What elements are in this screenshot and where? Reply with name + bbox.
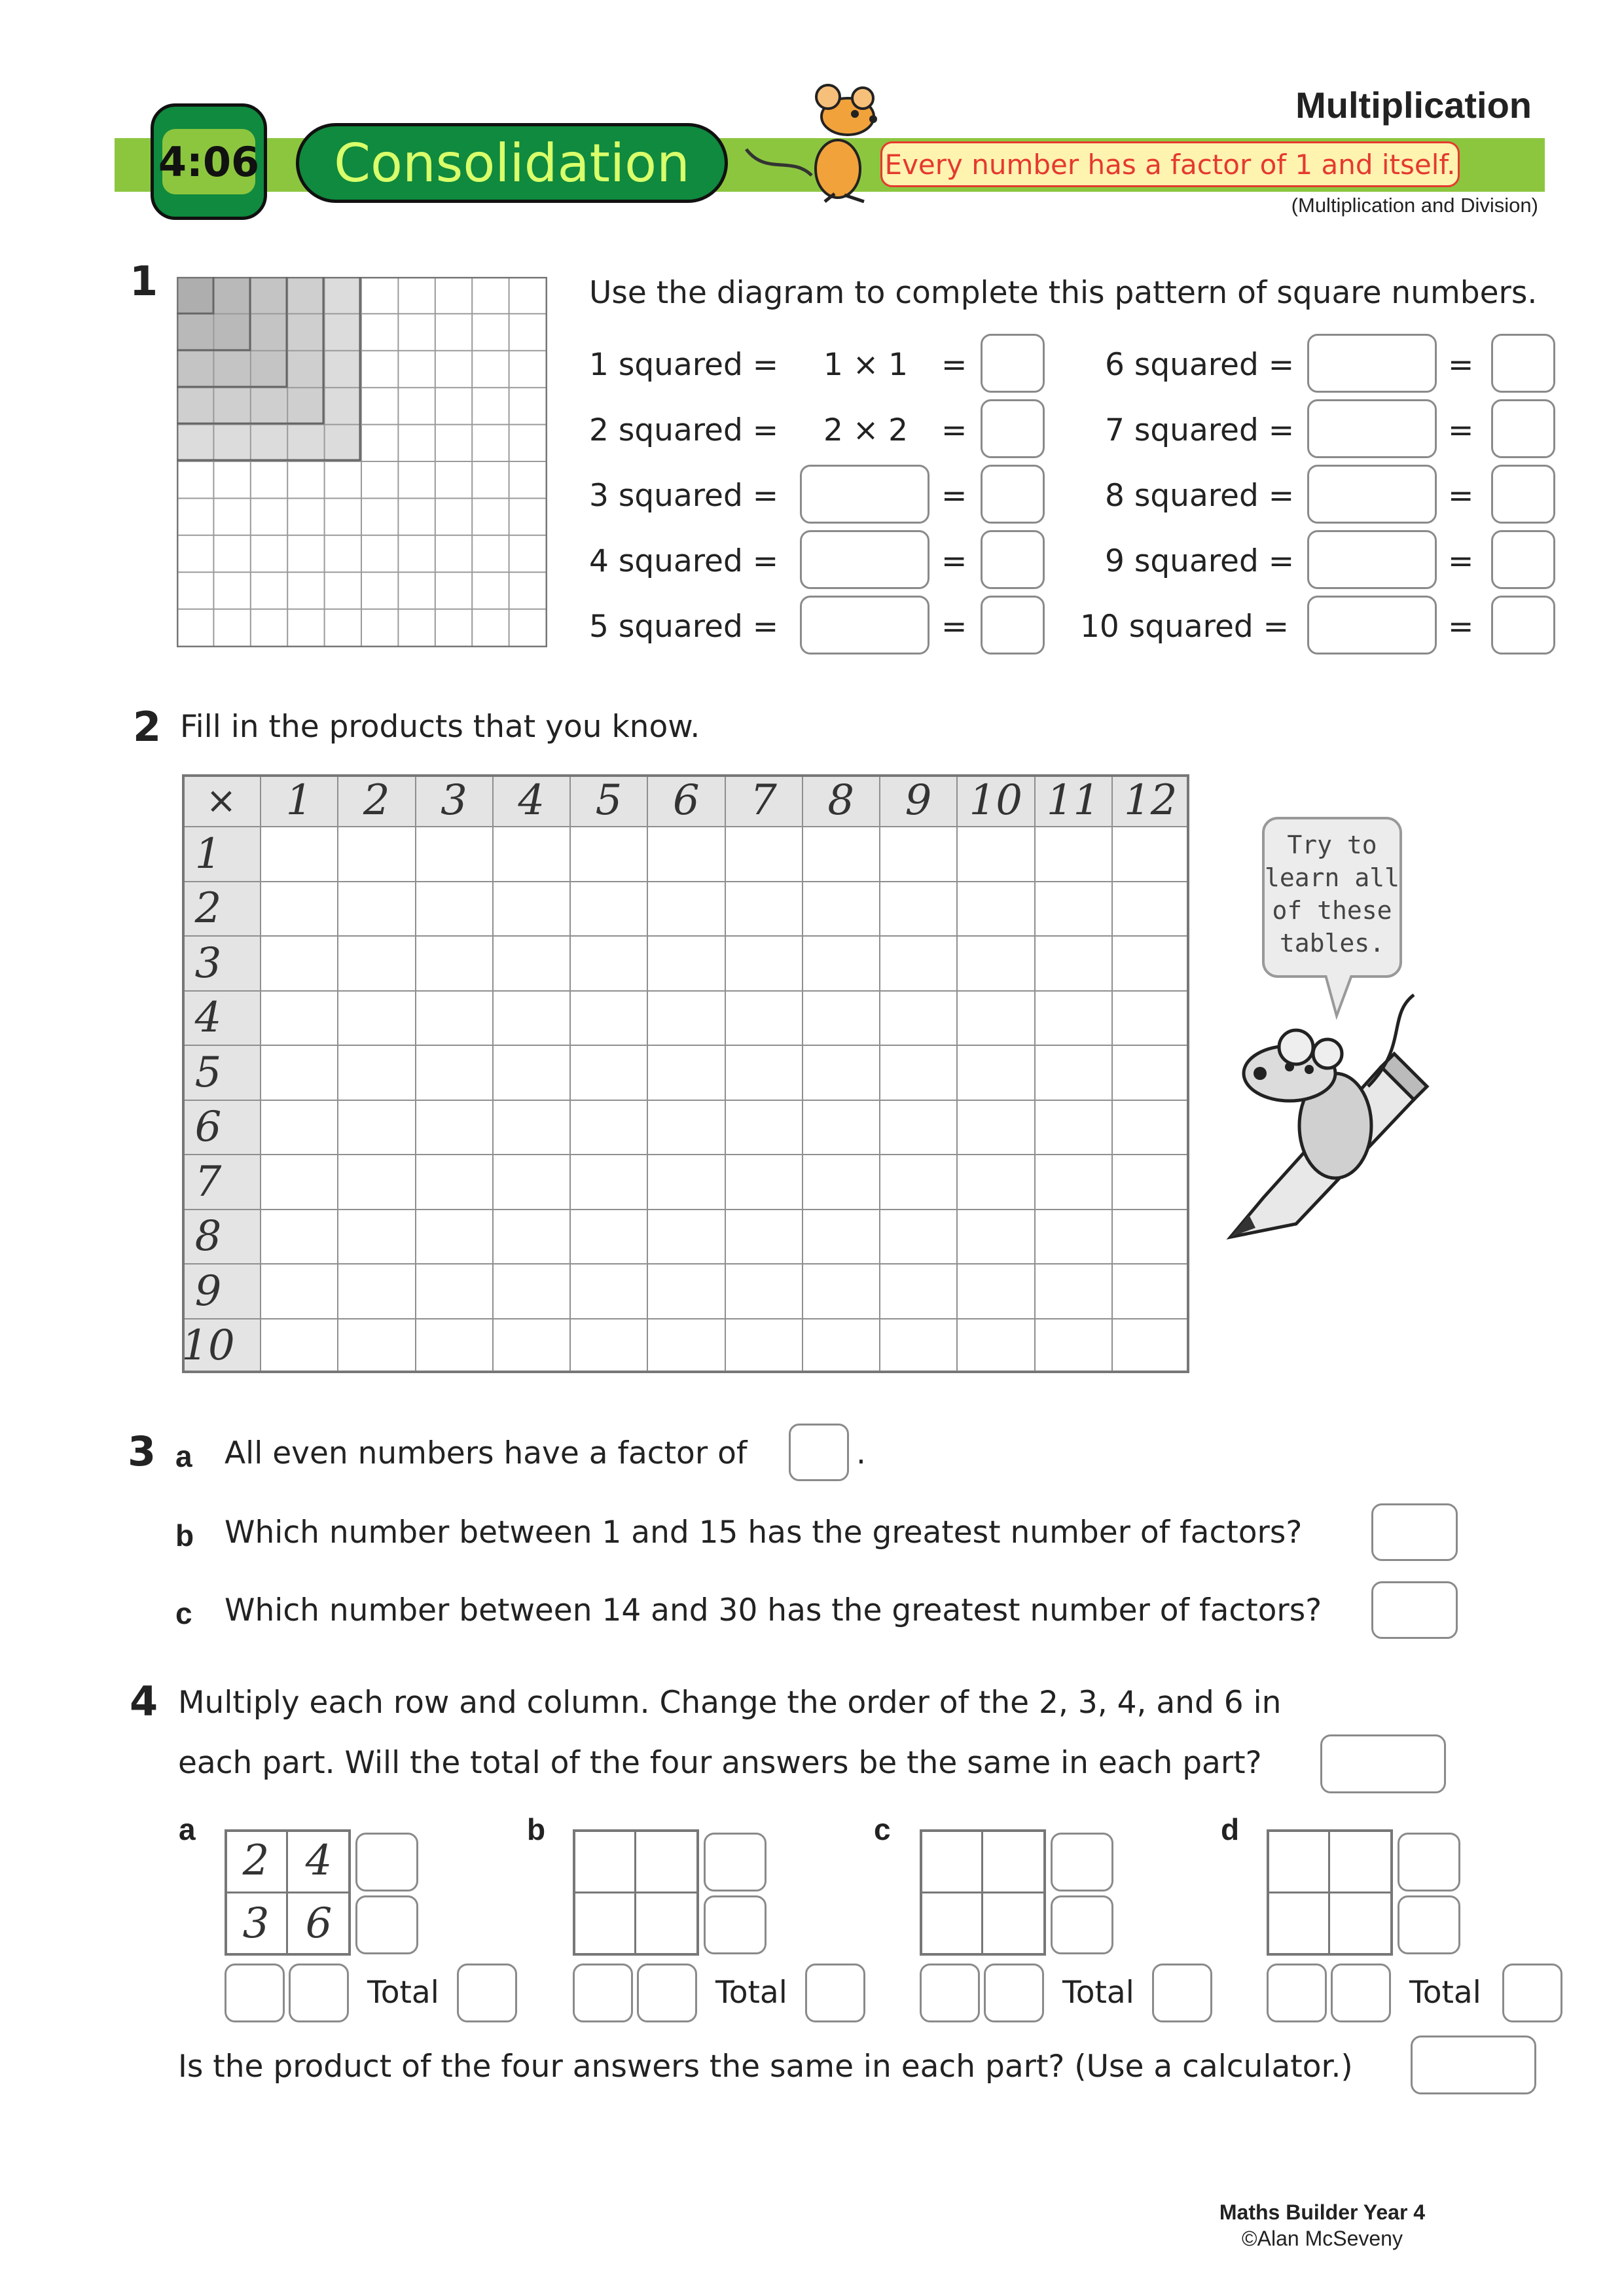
q1-number: 1: [130, 257, 158, 305]
q4-column-answer-box[interactable]: [984, 1964, 1044, 2022]
column-header: 12: [1124, 776, 1178, 825]
q4-total-label: Total: [367, 1975, 439, 2011]
q1-expression-box[interactable]: [1307, 530, 1437, 589]
row-header: 2: [194, 884, 222, 933]
row-header: 10: [181, 1321, 235, 1370]
q4-total-box[interactable]: [805, 1964, 865, 2022]
q4-cell-number[interactable]: [920, 1829, 983, 1892]
column-header: 10: [969, 776, 1022, 825]
q1-right-equals: =: [1448, 347, 1474, 383]
tip-text: Every number has a factor of 1 and itself.: [884, 148, 1456, 181]
q1-answer-box[interactable]: [981, 530, 1045, 589]
q1-left-equals: =: [941, 543, 967, 579]
q1-left-label: 1 squared =: [589, 347, 779, 383]
q1-expression-box[interactable]: [1307, 399, 1437, 458]
q1-right-label: 7 squared =: [1105, 412, 1295, 448]
q4-column-answer-box[interactable]: [225, 1964, 285, 2022]
q4-cell-number: 3: [242, 1899, 270, 1948]
q4-cell-number[interactable]: [1267, 1892, 1329, 1955]
square-numbers-diagram: [177, 277, 547, 647]
times-table-border: [182, 774, 1189, 1373]
row-header: 1: [194, 829, 222, 878]
row-header: 7: [194, 1157, 222, 1206]
q1-answer-box[interactable]: [981, 596, 1045, 655]
q4-row-answer-box[interactable]: [1398, 1833, 1460, 1892]
q1-left-label: 2 squared =: [589, 412, 779, 448]
q1-answer-box[interactable]: [1491, 530, 1555, 589]
q4-cell-number[interactable]: [1267, 1829, 1329, 1892]
row-header: 3: [194, 939, 222, 988]
q4-number: 4: [130, 1677, 158, 1725]
lesson-number: 4:06: [158, 137, 260, 186]
q2-number: 2: [133, 703, 162, 751]
q1-answer-box[interactable]: [1491, 399, 1555, 458]
q1-answer-box[interactable]: [1491, 596, 1555, 655]
q4-cell-number[interactable]: [636, 1829, 698, 1892]
q4-total-box[interactable]: [457, 1964, 517, 2022]
q3b-answer-box[interactable]: [1371, 1503, 1458, 1561]
q4-cell-number[interactable]: [1329, 1829, 1392, 1892]
row-header: 9: [194, 1266, 222, 1316]
q1-right-equals: =: [1448, 543, 1474, 579]
q4-row-answer-box[interactable]: [704, 1895, 767, 1954]
q1-instruction: Use the diagram to complete this pattern of square numbers.: [589, 275, 1538, 311]
q3c-letter: c: [175, 1596, 192, 1630]
column-header: 8: [827, 776, 855, 825]
q4-cell-number: 2: [242, 1837, 270, 1885]
q4-cell-number: 6: [305, 1899, 333, 1948]
q4-cell-number[interactable]: [573, 1829, 636, 1892]
q1-right-label: 9 squared =: [1105, 543, 1295, 579]
footer-book-title: Maths Builder Year 4: [1219, 2200, 1426, 2224]
mouse-on-pencil-icon: [1218, 988, 1453, 1244]
bubble-text-line: of these: [1272, 896, 1392, 925]
column-header: 2: [363, 776, 390, 825]
q1-expression-box[interactable]: [800, 465, 929, 524]
tip-speech-bubble: [1262, 817, 1402, 978]
q4-part-letter: a: [179, 1812, 196, 1846]
q4-total-box[interactable]: [1502, 1964, 1562, 2022]
q1-answer-box[interactable]: [981, 334, 1045, 393]
q4-cell-number[interactable]: [983, 1829, 1045, 1892]
q1-expression-box[interactable]: [1307, 596, 1437, 655]
q4-row-answer-box[interactable]: [1051, 1833, 1113, 1892]
q4-column-answer-box[interactable]: [573, 1964, 633, 2022]
q1-right-equals: =: [1448, 609, 1474, 645]
q4-cell-number[interactable]: [1329, 1892, 1392, 1955]
mouse-mascot-icon: [740, 77, 897, 208]
q4-part-letter: c: [874, 1812, 891, 1846]
bubble-text-line: tables.: [1279, 929, 1385, 958]
bubble-text-line: Try to: [1287, 831, 1377, 859]
q1-left-expression: 2 × 2: [823, 412, 909, 448]
q1-right-label: 10 squared =: [1080, 609, 1290, 645]
q3-number: 3: [128, 1427, 156, 1475]
q1-left-label: 4 squared =: [589, 543, 779, 579]
q1-right-label: 8 squared =: [1105, 478, 1295, 514]
q4-line2: each part. Will the total of the four answers be the same in each part?: [178, 1745, 1262, 1781]
q1-answer-box[interactable]: [1491, 334, 1555, 393]
q1-left-equals: =: [941, 347, 967, 383]
q4-total-label: Total: [1062, 1975, 1134, 2011]
lesson-title: Consolidation: [334, 132, 690, 194]
q4-total-box[interactable]: [1152, 1964, 1212, 2022]
q1-answer-box[interactable]: [981, 465, 1045, 524]
q4-same-total-answer-box[interactable]: [1320, 1734, 1446, 1793]
q4-row-answer-box[interactable]: [1051, 1895, 1113, 1954]
q1-expression-box[interactable]: [800, 596, 929, 655]
q3b-letter: b: [175, 1518, 194, 1552]
q3b-text: Which number between 1 and 15 has the greatest number of factors?: [225, 1515, 1303, 1551]
q1-left-label: 5 squared =: [589, 609, 779, 645]
column-header: 4: [518, 776, 545, 825]
column-header: 5: [595, 776, 623, 825]
q1-left-label: 3 squared =: [589, 478, 779, 514]
topic-title: Multiplication: [1295, 84, 1532, 126]
subtopic-label: (Multiplication and Division): [1291, 194, 1538, 217]
q1-left-equals: =: [941, 609, 967, 645]
bubble-text-line: learn all: [1265, 863, 1399, 892]
q4-row-answer-box[interactable]: [1398, 1895, 1460, 1954]
q3a-answer-box[interactable]: [789, 1424, 849, 1481]
q4-column-answer-box[interactable]: [637, 1964, 697, 2022]
q4-row-answer-box[interactable]: [355, 1895, 418, 1954]
column-header: 7: [750, 776, 777, 825]
row-header: 6: [194, 1103, 222, 1151]
column-header: 9: [905, 776, 932, 825]
q1-right-equals: =: [1448, 478, 1474, 514]
q4-total-label: Total: [1409, 1975, 1481, 2011]
q3a-letter: a: [175, 1439, 192, 1473]
q4-cell-number[interactable]: [636, 1892, 698, 1955]
q1-left-expression: 1 × 1: [823, 347, 909, 383]
q4-total-label: Total: [715, 1975, 787, 2011]
q1-answer-box[interactable]: [1491, 465, 1555, 524]
column-header: 1: [285, 776, 313, 825]
q3a-text: All even numbers have a factor of: [225, 1435, 748, 1471]
q4-column-answer-box[interactable]: [920, 1964, 980, 2022]
q4-cell-number[interactable]: [920, 1892, 983, 1955]
q1-left-equals: =: [941, 478, 967, 514]
times-table-grid: [182, 774, 1189, 1373]
q1-right-equals: =: [1448, 412, 1474, 448]
lesson-title-pill: [296, 123, 728, 203]
tip-banner: [880, 141, 1460, 187]
q4-part-letter: b: [527, 1812, 546, 1846]
footer-author: ©Alan McSeveny: [1242, 2227, 1403, 2250]
column-header: 11: [1046, 776, 1100, 825]
q3a-period: .: [856, 1435, 866, 1471]
q4-column-answer-box[interactable]: [1267, 1964, 1327, 2022]
q4-cell-number[interactable]: [983, 1892, 1045, 1955]
q4-line1: Multiply each row and column. Change the order of the 2, 3, 4, and 6 in: [178, 1685, 1282, 1721]
q4-cell-number: 4: [305, 1837, 333, 1885]
q1-right-label: 6 squared =: [1105, 347, 1295, 383]
column-header: 3: [441, 776, 467, 825]
q4-final-question: Is the product of the four answers the same in each part? (Use a calculator.): [178, 2049, 1353, 2085]
q3c-text: Which number between 14 and 30 has the greatest number of factors?: [225, 1592, 1322, 1628]
q4-row-answer-box[interactable]: [704, 1833, 767, 1892]
q1-expression-box[interactable]: [1307, 334, 1437, 393]
q1-expression-box[interactable]: [800, 530, 929, 589]
q1-expression-box[interactable]: [1307, 465, 1437, 524]
row-header: 4: [194, 994, 222, 1042]
q3c-answer-box[interactable]: [1371, 1581, 1458, 1639]
q2-instruction: Fill in the products that you know.: [180, 709, 700, 745]
times-sign: ×: [206, 779, 237, 822]
q1-answer-box[interactable]: [981, 399, 1045, 458]
q4-row-answer-box[interactable]: [355, 1833, 418, 1892]
q4-part-letter: d: [1221, 1812, 1240, 1846]
q4-product-answer-box[interactable]: [1411, 2036, 1536, 2094]
row-header: 8: [194, 1212, 222, 1261]
lesson-number-badge: [151, 103, 267, 220]
q1-left-equals: =: [941, 412, 967, 448]
row-header: 5: [194, 1048, 222, 1097]
q4-cell-number[interactable]: [573, 1892, 636, 1955]
q4-column-answer-box[interactable]: [289, 1964, 349, 2022]
q4-column-answer-box[interactable]: [1331, 1964, 1391, 2022]
column-header: 6: [672, 776, 700, 825]
